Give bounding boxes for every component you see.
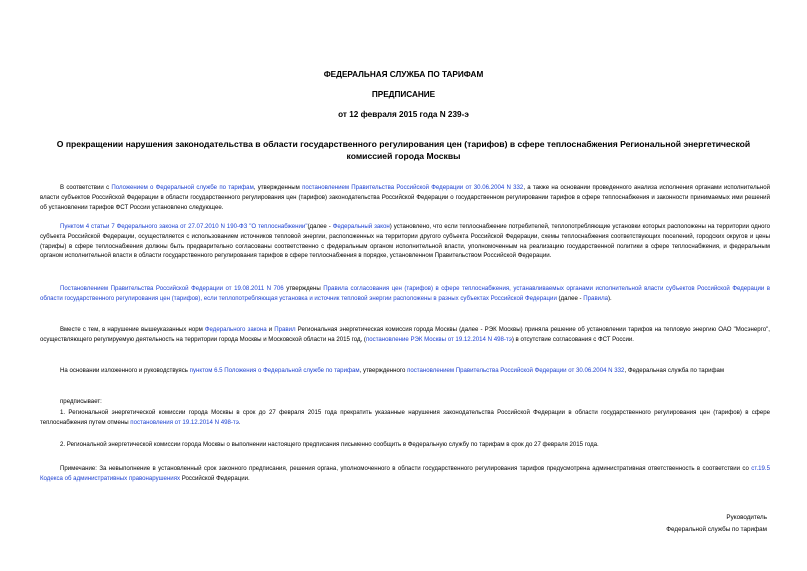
link-rek-decree-498[interactable]: постановление РЭК Москвы от 19.12.2014 N 498-тэ (365, 335, 512, 343)
paragraph-law-article (40, 222, 770, 261)
text: . (238, 418, 241, 426)
text: , а также на основании проведенного анализа исполнения органами исполнительной власти субъектов Российской Федерации в области государственного регулирования цен (тарифов) законодательства Российской Федерации о государственном регулировании тарифов в сфере теплоснабжения и законности принимаемых ими решений об установлении тарифов ФСТ России установлено следующее. (40, 184, 770, 211)
text: Российской Федерации. (180, 474, 250, 482)
text: На основании изложенного и руководствуясь (60, 367, 190, 374)
paragraph-order-2: 2. Региональной энергетической комиссии города Москвы о выполнении настоящего предписания письменно сообщить в Федеральную службу по тарифам в срок до 27 февраля 2015 года. (60, 441, 599, 448)
link-rules[interactable]: Правила (583, 294, 609, 302)
paragraph-intro (40, 183, 770, 212)
link-federal-law[interactable]: Федеральный закон (332, 223, 390, 230)
text: Региональная энергетическая комиссия города Москвы (далее - РЭК Москвы) приняла решение об установлении тарифов на тепловую энергию ОАО "Мосэнерго", осуществляющего регулируемую деятельность на территории города Москвы и Московской области на 2015 год, ( (40, 326, 770, 343)
text: и (266, 326, 275, 333)
text: 1. Региональной энергетической комиссии города Москвы в срок до 27 февраля 2015 года прекратить указанные нарушения законодательства Российской Федерации в области государственного регулирования цен (тарифов) в сфере теплоснабжения путем отмены (40, 409, 770, 426)
link-government-decree-706[interactable]: Постановлением Правительства Российской Федерации от 19.08.2011 N 706 (60, 285, 284, 292)
text: Примечание: За невыполнение в установленный срок законного предписания, решения органа, уполномоченного в области государственного регулирования тарифов предусмотрена административная ответственность в соответствии со (60, 465, 752, 472)
link-approval-rules[interactable]: Правила согласования цен (тарифов) в сфере теплоснабжения, устанавливаемых органами исполнительной власти субъектов Российской Федерации в области государственного регулирования цен (тарифов), если теплопотребляющая установка и источник тепловой энергии расположены в разных субъектах Российской Федерации (40, 285, 770, 302)
link-government-decree-332[interactable]: постановлением Правительства Российской Федерации от 30.06.2004 N 332 (302, 184, 524, 191)
text: Вместе с тем, в нарушение вышеуказанных норм (60, 326, 205, 333)
text: (далее - (556, 294, 584, 302)
link-koap-19-5[interactable]: ст.19.5 Кодекса об административных правонарушениях (40, 465, 770, 482)
link-regulation-fst[interactable]: Положением о Федеральной службе по тарифам (111, 184, 254, 191)
link-rules-ref[interactable]: Правил (274, 326, 296, 333)
signature-position: Руководитель (726, 514, 767, 521)
text: ) в отсутствие согласования с ФСТ России. (511, 335, 634, 343)
paragraph-violation (40, 325, 770, 345)
paragraph-rules (40, 284, 770, 304)
link-decree-498-cancel[interactable]: постановления от 19.12.2014 N 498-тэ (130, 418, 239, 426)
document-date-number: от 12 февраля 2015 года N 239-э (338, 110, 469, 119)
text: , утвержденного (359, 367, 408, 374)
paragraph-note (40, 464, 770, 484)
link-government-decree-332-ref[interactable]: постановлением Правительства Российской Федерации от 30.06.2004 N 332 (407, 367, 625, 374)
prescribes-label: предписывает: (60, 398, 102, 405)
text: , Федеральная служба по тарифам (624, 367, 725, 374)
link-federal-law-190[interactable]: Пунктом 4 статьи 7 Федерального закона от 27.07.2010 N 190-ФЗ "О теплоснабжении" (60, 223, 308, 230)
paragraph-basis (40, 366, 770, 376)
document-type-heading: ПРЕДПИСАНИЕ (371, 90, 436, 99)
signature-organization: Федеральной службы по тарифам (666, 526, 767, 533)
document-title: О прекращении нарушения законодательства в области государственного регулирования цен (тарифов) в сфере теплоснабжения Региональной энергетической комиссией города Москвы (56, 139, 751, 161)
text: ) установлено, что если теплоснабжение потребителей, теплопотребляющие установки которых расположены на территории одного субъекта Российской Федерации, осуществляется с использованием источников тепловой энергии, расположенных на территории другого субъекта Российской Федерации, схемы теплоснабжения соответствующих поселений, городских округов и цены (тарифы) в сфере теплоснабжения должны быть предварительно согласованы соответственно с федеральным органом исполнительной власти, уполномоченным на реализацию государственной политики в сфере теплоснабжения, и федеральным органом исполнительной власти в области государственного регулирования тарифов в сфере теплоснабжения в порядке, установленном Правительством Российской Федерации. (40, 223, 770, 260)
text: утверждены (283, 285, 324, 292)
link-item-6-5[interactable]: пунктом 6.5 Положения о Федеральной службе по тарифам (189, 367, 360, 374)
paragraph-order-1 (40, 408, 770, 428)
text: В соответствии с (60, 184, 112, 191)
text: (далее - (307, 223, 333, 230)
text: ). (608, 294, 612, 302)
text: , утвержденным (253, 184, 303, 191)
agency-heading: ФЕДЕРАЛЬНАЯ СЛУЖБА ПО ТАРИФАМ (323, 70, 484, 79)
link-federal-law-ref[interactable]: Федерального закона (204, 326, 267, 333)
